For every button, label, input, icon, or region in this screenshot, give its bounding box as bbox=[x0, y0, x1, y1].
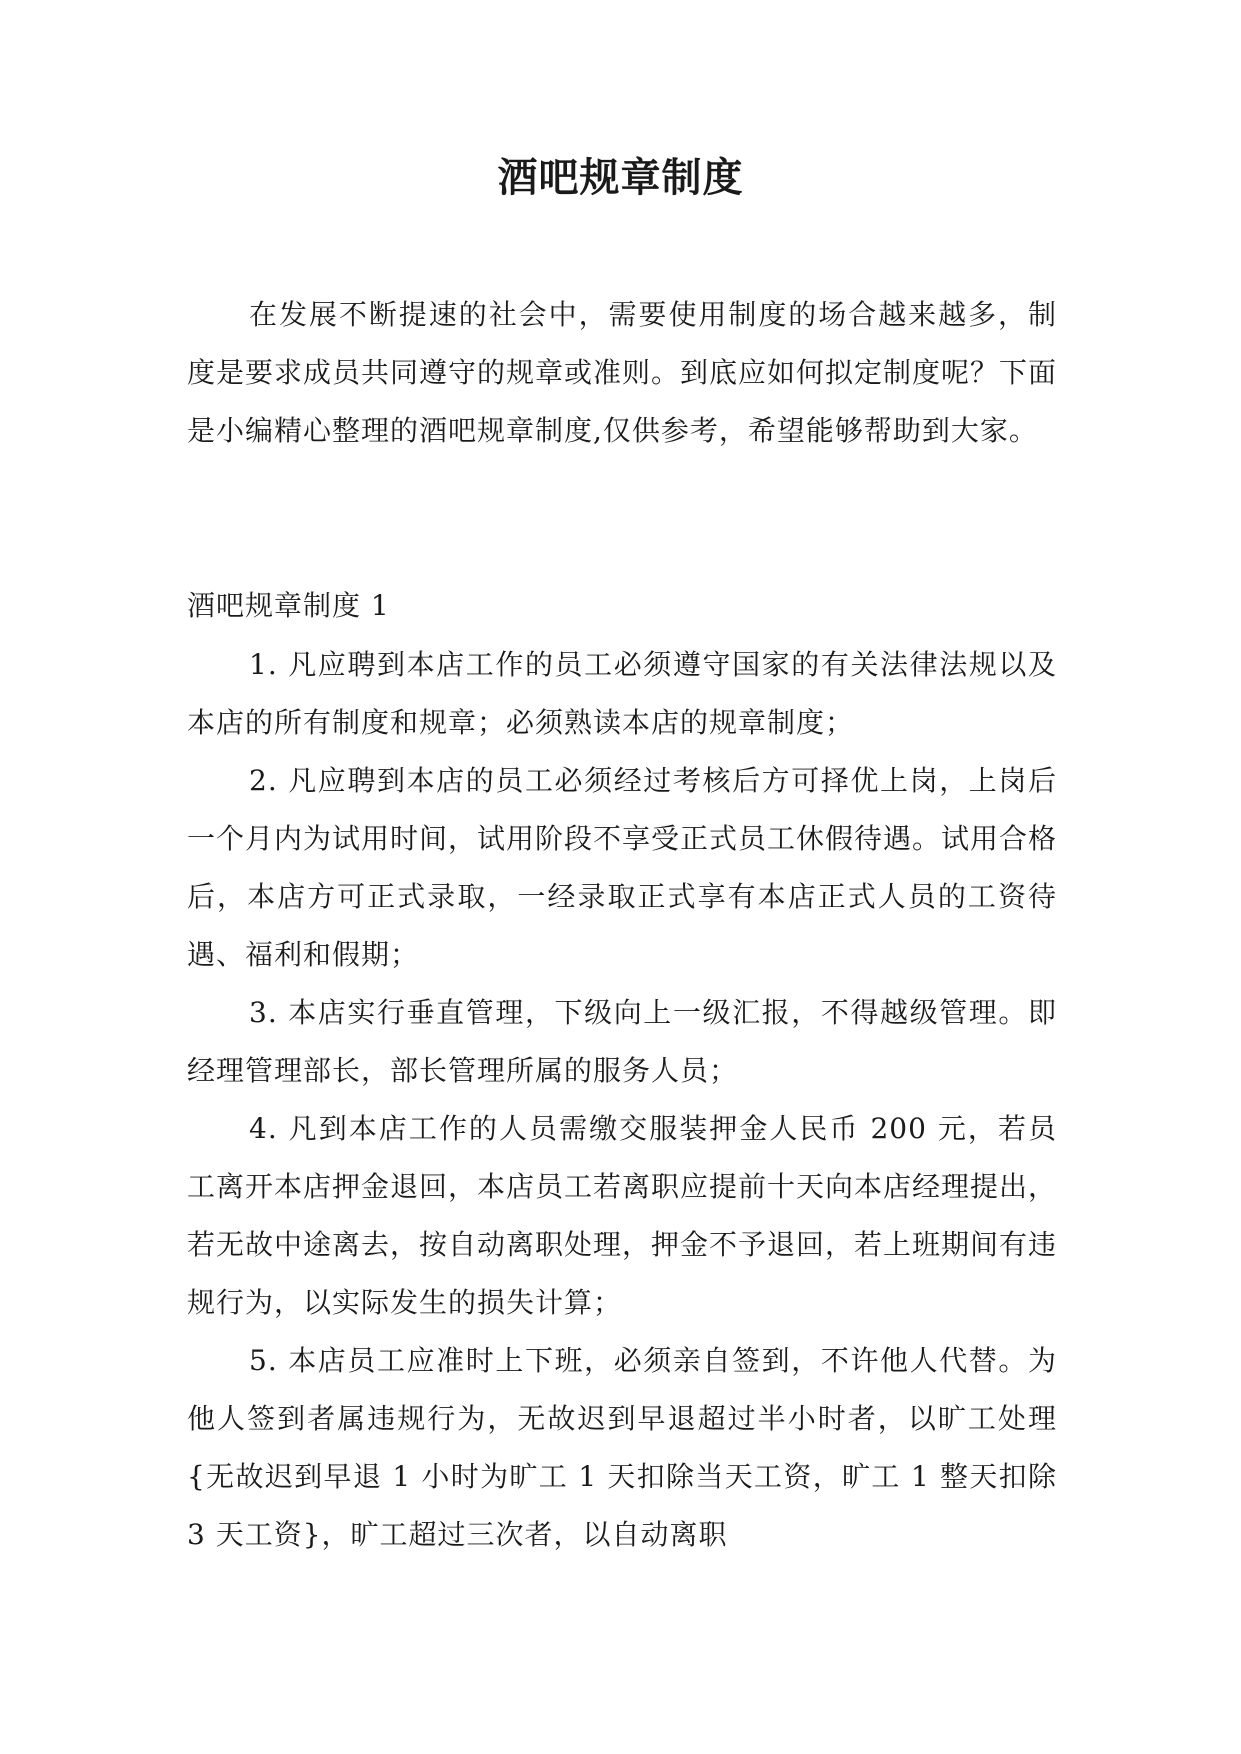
rule-item: 2. 凡应聘到本店的员工必须经过考核后方可择优上岗，上岗后一个月内为试用时间，试用阶段不享受正式员工休假待遇。试用合格后，本店方可正式录取，一经录取正式享有本店正式人员的工资待遇、福利和假期； bbox=[187, 764, 1058, 971]
section-heading: 酒吧规章制度 1 bbox=[187, 589, 390, 622]
rule-item: 3. 本店实行垂直管理，下级向上一级汇报，不得越级管理。即经理管理部长，部长管理所属的服务人员； bbox=[187, 996, 1057, 1087]
rules-list bbox=[187, 636, 1057, 1564]
rule-item: 1. 凡应聘到本店工作的员工必须遵守国家的有关法律法规以及本店的所有制度和规章；必须熟读本店的规章制度； bbox=[187, 648, 1057, 739]
rule-item: 5. 本店员工应准时上下班，必须亲自签到，不许他人代替。为他人签到者属违规行为，无故迟到早退超过半小时者，以旷工处理{无故迟到早退 1 小时为旷工 1 天扣除当天工资，旷工 1 整天扣除 3 天工资}，旷工超过三次者，以自动离职 bbox=[187, 1344, 1057, 1551]
intro-paragraph: 在发展不断提速的社会中，需要使用制度的场合越来越多，制度是要求成员共同遵守的规章或准则。到底应如何拟定制度呢？下面是小编精心整理的酒吧规章制度,仅供参考，希望能够帮助到大家。 bbox=[187, 298, 1058, 447]
document-title: 酒吧规章制度 bbox=[497, 154, 744, 201]
rule-item: 4. 凡到本店工作的人员需缴交服装押金人民币 200 元，若员工离开本店押金退回，本店员工若离职应提前十天向本店经理提出，若无故中途离去，按自动离职处理，押金不予退回，若上班期间有违规行为，以实际发生的损失计算； bbox=[187, 1112, 1058, 1319]
